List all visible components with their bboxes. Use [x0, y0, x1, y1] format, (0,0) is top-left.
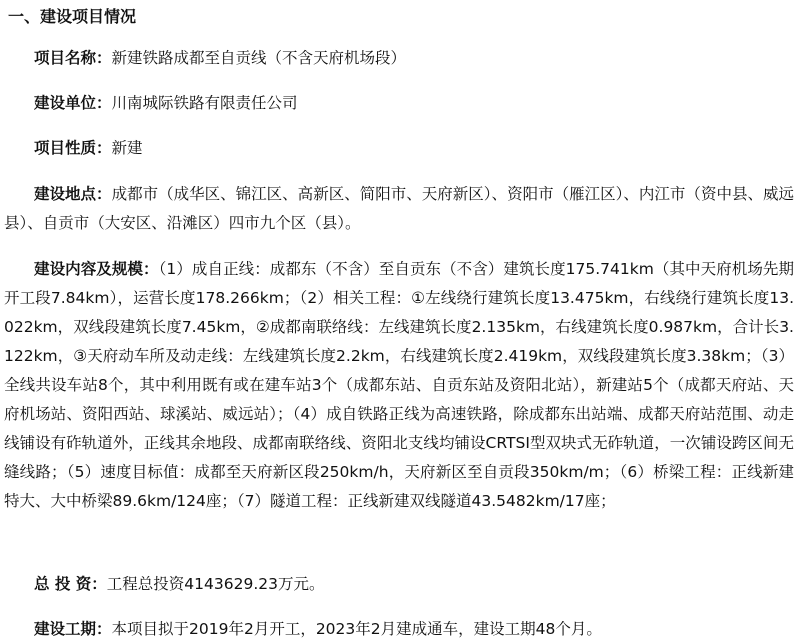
field-label: 建设地点：	[34, 185, 112, 203]
field-value: （1）成自正线：成都东（不含）至自贡东（不含）建筑长度175.741km（其中天府机场先期开工段7.84km），运营长度178.266km；（2）相关工程：①左线绕行建筑长度13.475km，右线绕行建筑长度13.022km，双线段建筑长度7.45km，②成都南联络线：左线建筑长度2.135km，右线建筑长度0.987km，合计长3.122km，③天府动车所及动走线：左线建筑长度2.2km，右线建筑长度2.419km，双线段建筑长度3.38km；（3）全线共设车站8个，其中利用既有或在建车站3个（成都东站、自贡东站及资阳北站），新建站5个（成都天府站、天府机场站、资阳西站、球溪站、威远站）；（4）成自铁路正线为高速铁路，除成都东出站端、成都天府站范围、动走线铺设有砟轨道外，正线其余地段、成都南联络线、资阳北支线均铺设CRTSI型双块式无砟轨道，一次铺设跨区间无缝线路；（5）速度目标值：成都至天府新区段250km/h，天府新区至自贡段350km/m；（6）桥梁工程：正线新建特大、大中桥梁89.6km/124座；（7）隧道工程：正线新建双线隧道43.5482km/17座；	[4, 260, 794, 510]
field-project-name	[34, 48, 794, 68]
field-value: 工程总投资4143629.23万元。	[106, 575, 325, 593]
field-value: 本项目拟于2019年2月开工，2023年2月建成通车，建设工期48个月。	[111, 620, 602, 638]
field-construction-scope	[4, 255, 794, 516]
field-value: 成都市（成华区、锦江区、高新区、简阳市、天府新区）、资阳市（雁江区）、内江市（资中县、威远县）、自贡市（大安区、沿滩区）四市九个区（县）。	[4, 185, 794, 232]
field-value: 新建铁路成都至自贡线（不含天府机场段）	[111, 49, 407, 67]
field-project-nature	[34, 138, 794, 158]
section-heading: 一、建设项目情况	[8, 7, 137, 26]
field-construction-period	[34, 619, 794, 639]
field-label: 项目性质：	[34, 139, 112, 157]
field-value: 川南城际铁路有限责任公司	[111, 94, 298, 112]
field-construction-unit	[34, 93, 794, 113]
field-label: 建设内容及规模：	[34, 260, 159, 278]
field-label: 建设工期：	[34, 620, 112, 638]
field-label: 总 投 资：	[34, 575, 107, 593]
field-value: 新建	[111, 139, 143, 157]
field-label: 项目名称：	[34, 49, 112, 67]
field-label: 建设单位：	[34, 94, 112, 112]
field-construction-location	[4, 180, 794, 238]
field-total-investment	[34, 574, 794, 594]
